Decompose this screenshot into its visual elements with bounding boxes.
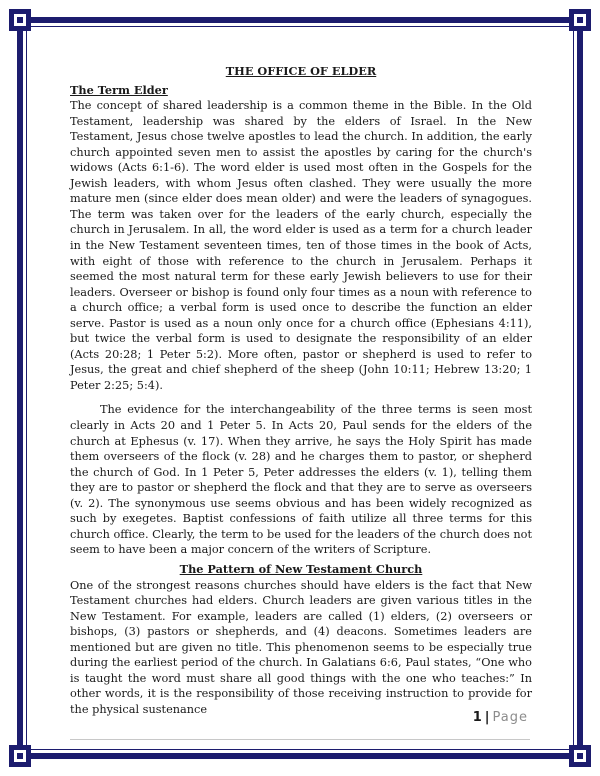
corner-ornament-icon [9,9,31,31]
paragraph-pattern: One of the strongest reasons churches should have elders is the fact that New Testament churches had elders. Church leaders are given various titles in the New Testament. For example, leaders are called (1) elders, (2) overseers or bishops, (3) pastors or shepherds, and (4) deacons. Sometimes leaders are mentioned but are given no title. This phenomenon seems to be especially true during the earliest period of the church. In Galatians 6:6, Paul states, “One who is taught the word must share all good things with the one who teaches:” In other words, it is the responsibility of those receiving instruction to provide for the physical sustenance [70,578,532,716]
footer-separator: | [484,710,490,725]
document-body [70,64,532,717]
page-label: Page [492,710,528,725]
section-heading-term-elder: The Term Elder [70,82,168,97]
paragraph-interchangeability: The evidence for the interchangeability of the three terms is seen most clearly in Acts 20 and 1 Peter 5. In Acts 20, Paul sends for the elders of the church at Ephesus (v. 17). When they arrive, he says the Holy Spirit has made them overseers of the flock (v. 28) and he charges them to pastor, or shepherd the church of God. In 1 Peter 5, Peter addresses the elders (v. 1), telling them they are to pastor or shepherd the flock and that they are to serve as overseers (v. 2). The synonymous use seems obvious and has been widely recognized as such by exegetes. Baptist confessions of faith utilize all three terms for this church office. Clearly, the term to be used for the leaders of the church does not seem to have been a major concern of the writers of Scripture. [70,403,532,557]
corner-ornament-icon [569,745,591,767]
document-title: THE OFFICE OF ELDER [225,64,377,78]
corner-ornament-icon [569,9,591,31]
footer-rule [70,739,530,740]
paragraph-term-elder: The concept of shared leadership is a common theme in the Bible. In the Old Testament, leadership was shared by the elders of Israel. In the New Testament, Jesus chose twelve apostles to lead the church. In addition, the early church appointed seven men to assist the apostles by caring for the church's widows (Acts 6:1-6). The word elder is used most often in the Gospels for the Jewish leaders, with whom Jesus often clashed. They were usually the more mature men (since elder does mean older) and were the leaders of synagogues. The term was taken over for the leaders of the early church, especially the church in Jerusalem. In all, the word elder is used as a term for a church leader in the New Testament seventeen times, ten of those times in the book of Acts, with eight of those with reference to the church in Jerusalem. Perhaps it seemed the most natural term for these early Jewish believers to use for their leaders. Overseer or bishop is found only four times as a noun with reference to a church office; a verbal form is used once to describe the function an elder serve. Pastor is used as a noun only once for a church office (Ephesians 4:11), but twice the verbal form is used to designate the responsibility of an elder (Acts 20:28; 1 Peter 5:2). More often, pastor or shepherd is used to refer to Jesus, the great and chief shepherd of the sheep (John 10:11; Hebrew 13:20; 1 Peter 2:25; 5:4). [70,99,532,392]
page-number: 1 [472,710,482,725]
section-heading-pattern: The Pattern of New Testament Church [179,561,423,576]
page-footer [473,710,528,725]
corner-ornament-icon [9,745,31,767]
